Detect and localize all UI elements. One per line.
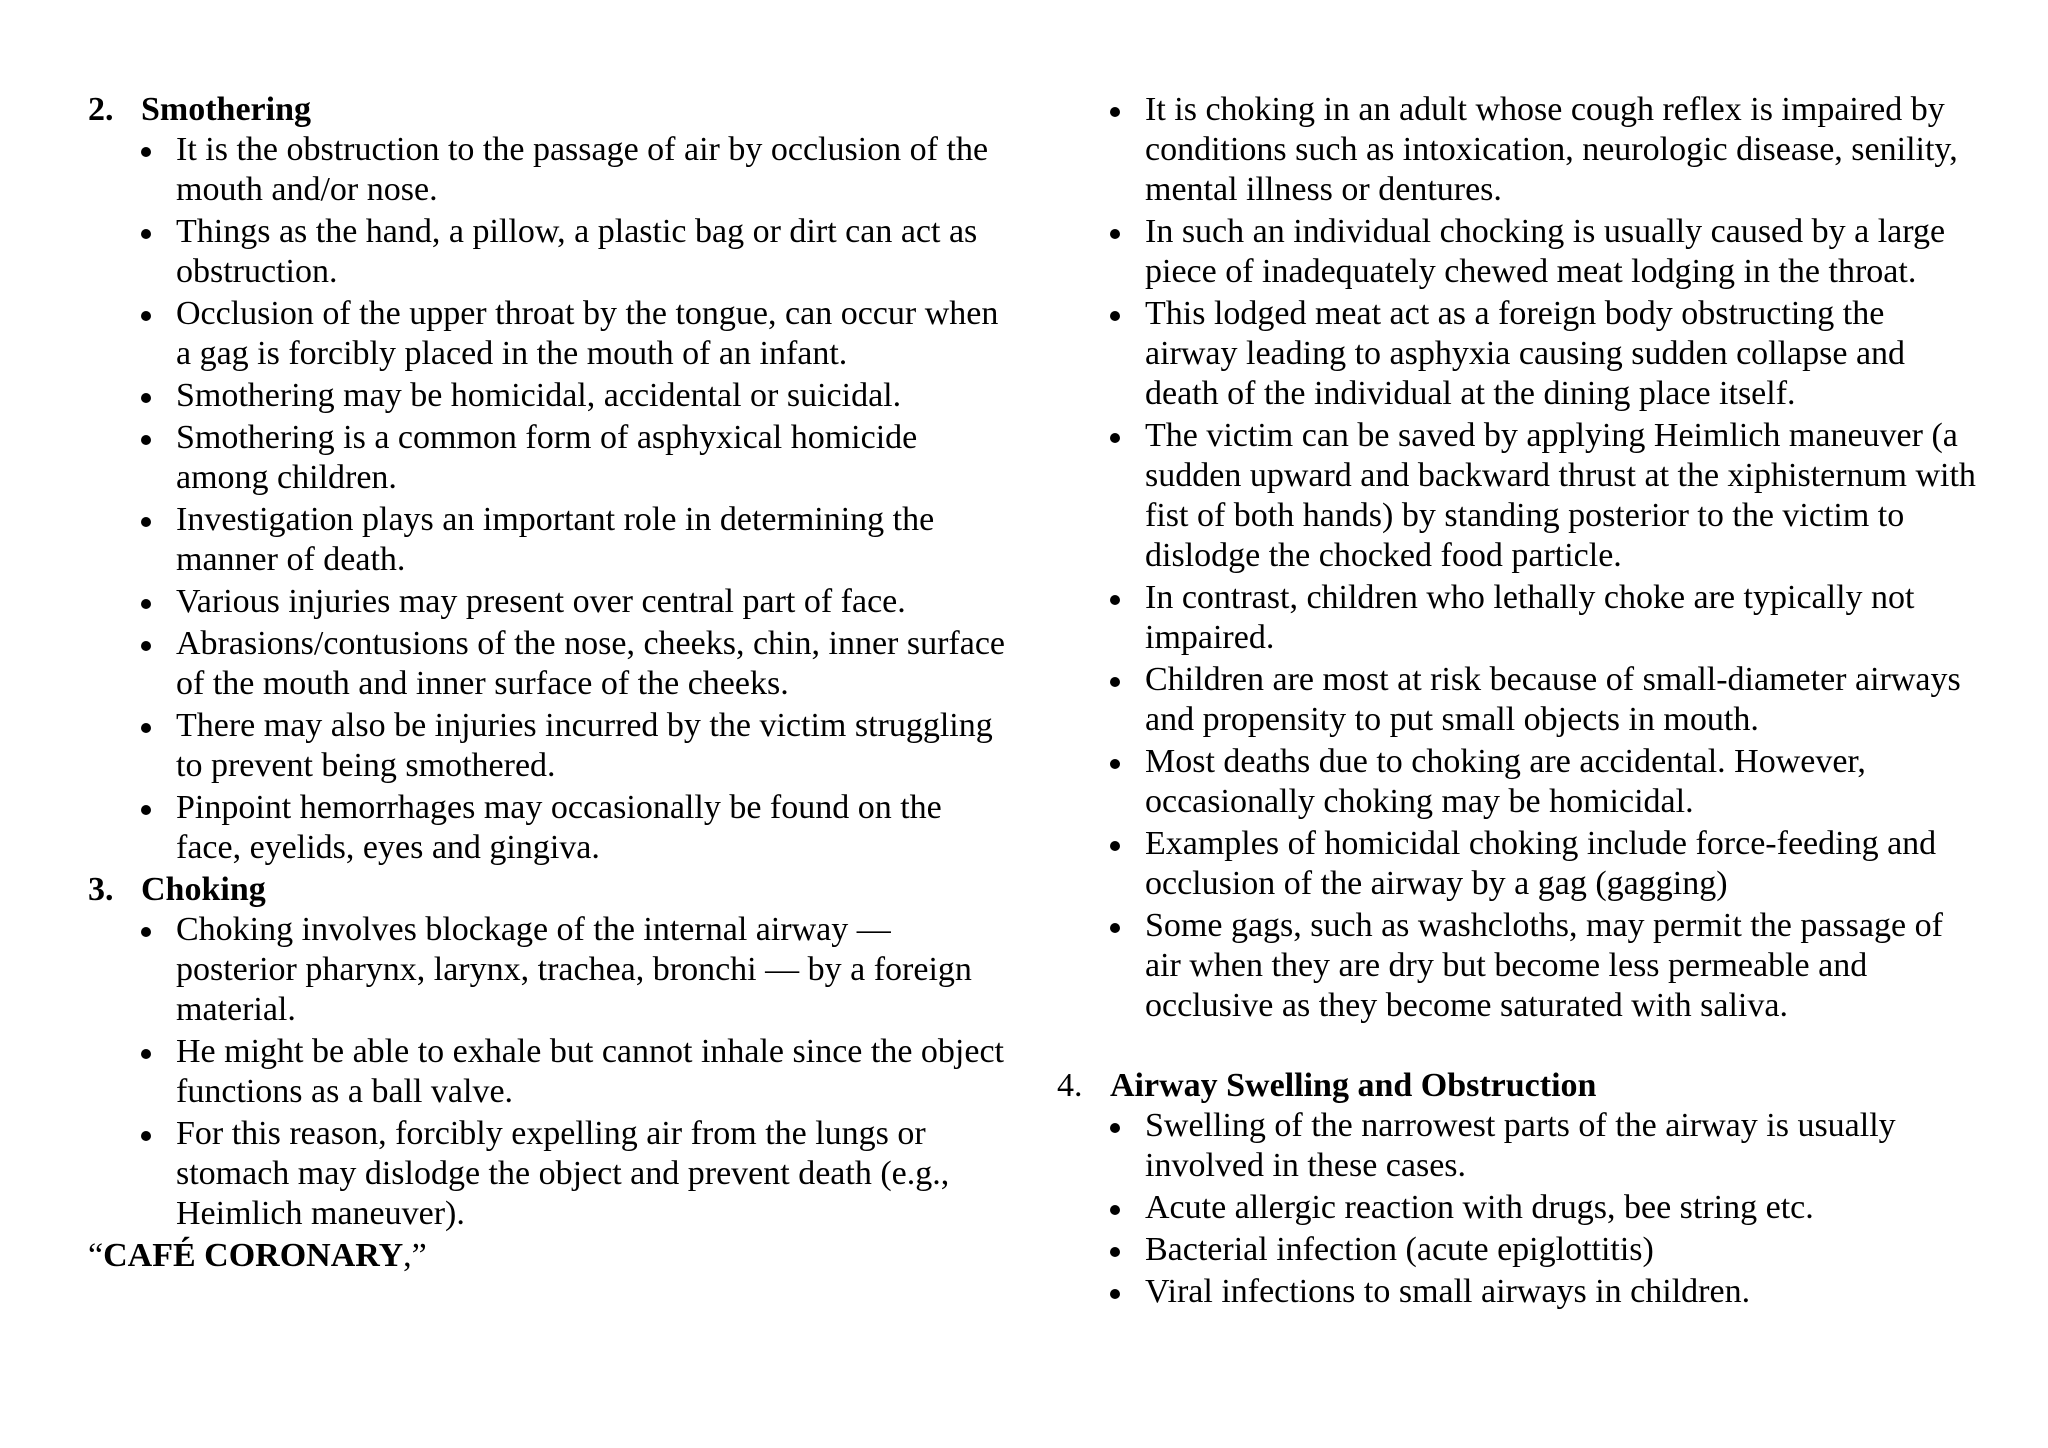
section-heading-choking bbox=[88, 870, 1013, 910]
airway-list bbox=[1057, 1106, 1982, 1312]
section-number: 2. bbox=[88, 91, 114, 128]
cafe-coronary-title: CAFÉ CORONARY bbox=[103, 1237, 404, 1274]
list-item: The victim can be saved by applying Heimlich maneuver (a sudden upward and backward thrust at the xiphisternum with fist of both hands) by standing posterior to the victim to dislodge the chocked food particle. bbox=[1057, 416, 1982, 576]
list-item: This lodged meat act as a foreign body obstructing the airway leading to asphyxia causing sudden collapse and death of the individual at the dining place itself. bbox=[1057, 294, 1982, 414]
list-item: Viral infections to small airways in children. bbox=[1057, 1272, 1982, 1312]
list-item: It is the obstruction to the passage of air by occlusion of the mouth and/or nose. bbox=[88, 130, 1013, 210]
list-item: Things as the hand, a pillow, a plastic bag or dirt can act as obstruction. bbox=[88, 212, 1013, 292]
section-number: 4. bbox=[1057, 1067, 1083, 1104]
list-item: Various injuries may present over central part of face. bbox=[88, 582, 1013, 622]
close-quote: ,” bbox=[403, 1237, 427, 1274]
cafe-coronary-list bbox=[1057, 90, 1982, 1026]
list-item: Abrasions/contusions of the nose, cheeks, chin, inner surface of the mouth and inner surface of the cheeks. bbox=[88, 624, 1013, 704]
section-number: 3. bbox=[88, 871, 114, 908]
list-item: There may also be injuries incurred by the victim struggling to prevent being smothered. bbox=[88, 706, 1013, 786]
right-column bbox=[1057, 90, 1982, 1314]
section-title: Smothering bbox=[141, 91, 311, 128]
section-heading-smothering bbox=[88, 90, 1013, 130]
list-item: Examples of homicidal choking include force-feeding and occlusion of the airway by a gag (gagging) bbox=[1057, 824, 1982, 904]
spacer bbox=[1057, 1028, 1982, 1066]
section-title: Choking bbox=[141, 871, 266, 908]
list-item: Acute allergic reaction with drugs, bee string etc. bbox=[1057, 1188, 1982, 1228]
list-item: For this reason, forcibly expelling air from the lungs or stomach may dislodge the object and prevent death (e.g., Heimlich maneuver). bbox=[88, 1114, 1013, 1234]
cafe-coronary-heading bbox=[88, 1236, 1013, 1276]
list-item: Children are most at risk because of small-diameter airways and propensity to put small objects in mouth. bbox=[1057, 660, 1982, 740]
list-item: Some gags, such as washcloths, may permit the passage of air when they are dry but become less permeable and occlusive as they become saturated with saliva. bbox=[1057, 906, 1982, 1026]
section-title: Airway Swelling and Obstruction bbox=[1110, 1067, 1597, 1104]
list-item: Pinpoint hemorrhages may occasionally be found on the face, eyelids, eyes and gingiva. bbox=[88, 788, 1013, 868]
section-heading-airway bbox=[1057, 1066, 1982, 1106]
choking-list bbox=[88, 910, 1013, 1234]
list-item: Smothering is a common form of asphyxical homicide among children. bbox=[88, 418, 1013, 498]
list-item: Occlusion of the upper throat by the tongue, can occur when a gag is forcibly placed in the mouth of an infant. bbox=[88, 294, 1013, 374]
list-item: Choking involves blockage of the internal airway — posterior pharynx, larynx, trachea, bronchi — by a foreign material. bbox=[88, 910, 1013, 1030]
list-item: In such an individual chocking is usually caused by a large piece of inadequately chewed meat lodging in the throat. bbox=[1057, 212, 1982, 292]
list-item: In contrast, children who lethally choke are typically not impaired. bbox=[1057, 578, 1982, 658]
list-item: He might be able to exhale but cannot inhale since the object functions as a ball valve. bbox=[88, 1032, 1013, 1112]
list-item: Smothering may be homicidal, accidental or suicidal. bbox=[88, 376, 1013, 416]
list-item: Most deaths due to choking are accidental. However, occasionally choking may be homicidal. bbox=[1057, 742, 1982, 822]
list-item: It is choking in an adult whose cough reflex is impaired by conditions such as intoxication, neurologic disease, senility, mental illness or dentures. bbox=[1057, 90, 1982, 210]
open-quote: “ bbox=[88, 1237, 104, 1274]
left-column bbox=[88, 90, 1013, 1276]
list-item: Investigation plays an important role in determining the manner of death. bbox=[88, 500, 1013, 580]
list-item: Swelling of the narrowest parts of the airway is usually involved in these cases. bbox=[1057, 1106, 1982, 1186]
list-item: Bacterial infection (acute epiglottitis) bbox=[1057, 1230, 1982, 1270]
smothering-list bbox=[88, 130, 1013, 868]
